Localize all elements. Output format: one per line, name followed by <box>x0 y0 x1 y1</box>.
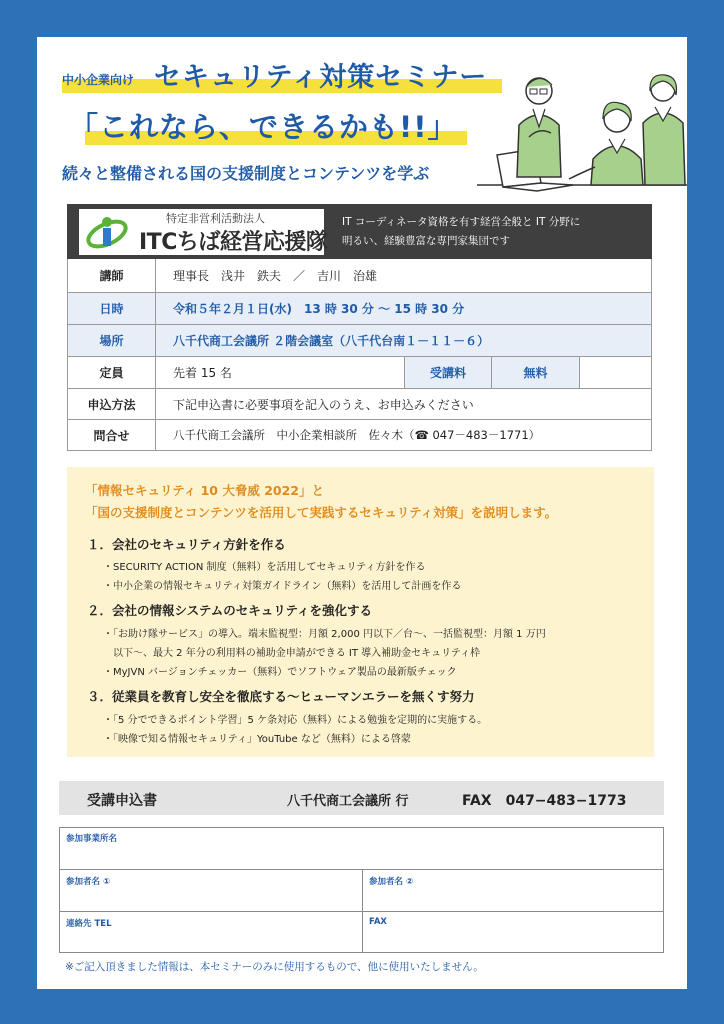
capacity-value: 先着 15 名 <box>173 366 232 380</box>
fee-value: 無料 <box>492 357 580 388</box>
row-apply <box>67 389 652 420</box>
participant-2-field[interactable] <box>363 870 663 911</box>
row-lecturer <box>67 259 652 293</box>
application-header <box>59 781 664 815</box>
organizer-band <box>67 204 652 259</box>
contact-label: 問合せ <box>68 420 156 450</box>
fee-label: 受講料 <box>404 357 492 388</box>
section-2-title: ２．会社の情報システムのセキュリティを強化する <box>87 603 373 618</box>
organizer-name: ITCちば経営応援隊 <box>139 230 328 255</box>
intro-line1: 「情報セキュリティ 10 大脅威 2022」と <box>85 483 324 498</box>
participant-2-label: 参加者名 ② <box>369 877 414 887</box>
section-1-title: １．会社のセキュリティ方針を作る <box>87 537 286 552</box>
section-1-bullet-2: ・中小企業の情報セキュリティ対策ガイドライン（無料）を活用して計画を作る <box>103 581 462 592</box>
capacity-label: 定員 <box>68 357 156 388</box>
intro-line2: 「国の支援制度とコンテンツを活用して実践するセキュリティ対策」を説明します。 <box>85 505 558 520</box>
organizer-description <box>342 213 580 251</box>
seminar-content-box <box>67 467 654 757</box>
row-date <box>67 293 652 325</box>
section-3-bullet-1: ・「5 分でできるポイント学習」5 ケ条対応（無料）による勉強を定期的に実施する。 <box>103 715 488 726</box>
organizer-logo-icon <box>83 212 133 252</box>
organizer-logo <box>79 209 328 255</box>
fax-field[interactable] <box>363 912 663 952</box>
lecturer-label: 講師 <box>68 259 156 292</box>
people-illustration <box>477 67 687 207</box>
row-contact <box>67 420 652 451</box>
flyer-page <box>37 37 687 989</box>
application-title: 受講申込書 <box>87 793 157 809</box>
organizer-desc-line1: IT コーディネータ資格を有す経営全般と IT 分野に <box>342 216 581 228</box>
catch-phrase: 「これなら、できるかも!!」 <box>69 110 458 144</box>
tel-field-label: 連絡先 TEL <box>66 919 112 929</box>
organizer-desc-line2: 明るい、経験豊富な専門家集団です <box>342 235 510 247</box>
section-1-bullet-1: ・SECURITY ACTION 制度（無料）を活用してセキュリティ方針を作る <box>103 562 426 573</box>
company-field-label: 参加事業所名 <box>66 834 118 844</box>
tel-field[interactable] <box>60 912 362 952</box>
application-fax: FAX 047−483−1773 <box>462 793 627 809</box>
contact-value: 八千代商工会議所 中小企業相談所 佐々木（☎ 047－483－1771） <box>173 428 541 442</box>
lecturer-value: 理事長 浅井 鉄夫 ／ 吉川 治雄 <box>173 269 378 283</box>
apply-value: 下記申込書に必要事項を記入のうえ、お申込みください <box>173 397 474 412</box>
section-2-bullet-1: ・「お助け隊サービス」の導入。端末監視型：月額 2,000 円以下／台～、一括監視型：月額 1 万円 <box>103 629 546 640</box>
application-to: 八千代商工会議所 行 <box>287 794 409 809</box>
subtitle: 続々と整備される国の支援制度とコンテンツを学ぶ <box>62 164 430 183</box>
place-value: 八千代商工会議所 ２階会議室（八千代台南１－１１－６） <box>173 334 490 348</box>
participant-1-field[interactable] <box>60 870 362 911</box>
company-field[interactable] <box>60 828 663 869</box>
date-value: 令和５年２月１日(水) 13 時 30 分 ～ 15 時 30 分 <box>173 302 465 316</box>
page-title: セキュリティ対策セミナー <box>154 62 488 93</box>
participant-1-label: 参加者名 ① <box>66 877 111 887</box>
place-label: 場所 <box>68 325 156 356</box>
date-label: 日時 <box>68 293 156 324</box>
row-capacity <box>67 357 652 389</box>
privacy-note: ※ご記入頂きました情報は、本セミナーのみに使用するもので、他に使用いたしません。 <box>65 961 484 973</box>
section-2-bullet-3: ・MyJVN バージョンチェッカー（無料）でソフトウェア製品の最新版チェック <box>103 667 457 678</box>
section-2-bullet-2: 以下～、最大 2 年分の利用料の補助金申請ができる IT 導入補助金セキュリティ枠 <box>103 648 481 659</box>
section-3-bullet-2: ・「映像で知る情報セキュリティ」YouTube など（無料）による啓蒙 <box>103 734 411 745</box>
organizer-type: 特定非営利活動法人 <box>166 212 265 225</box>
fax-field-label: FAX <box>369 917 387 927</box>
application-form <box>59 827 664 953</box>
row-place <box>67 325 652 357</box>
apply-label: 申込方法 <box>68 389 156 419</box>
section-3-title: ３．従業員を教育し安全を徹底する～ヒューマンエラーを無くす努力 <box>87 689 475 704</box>
title-prefix: 中小企業向け <box>62 73 135 87</box>
